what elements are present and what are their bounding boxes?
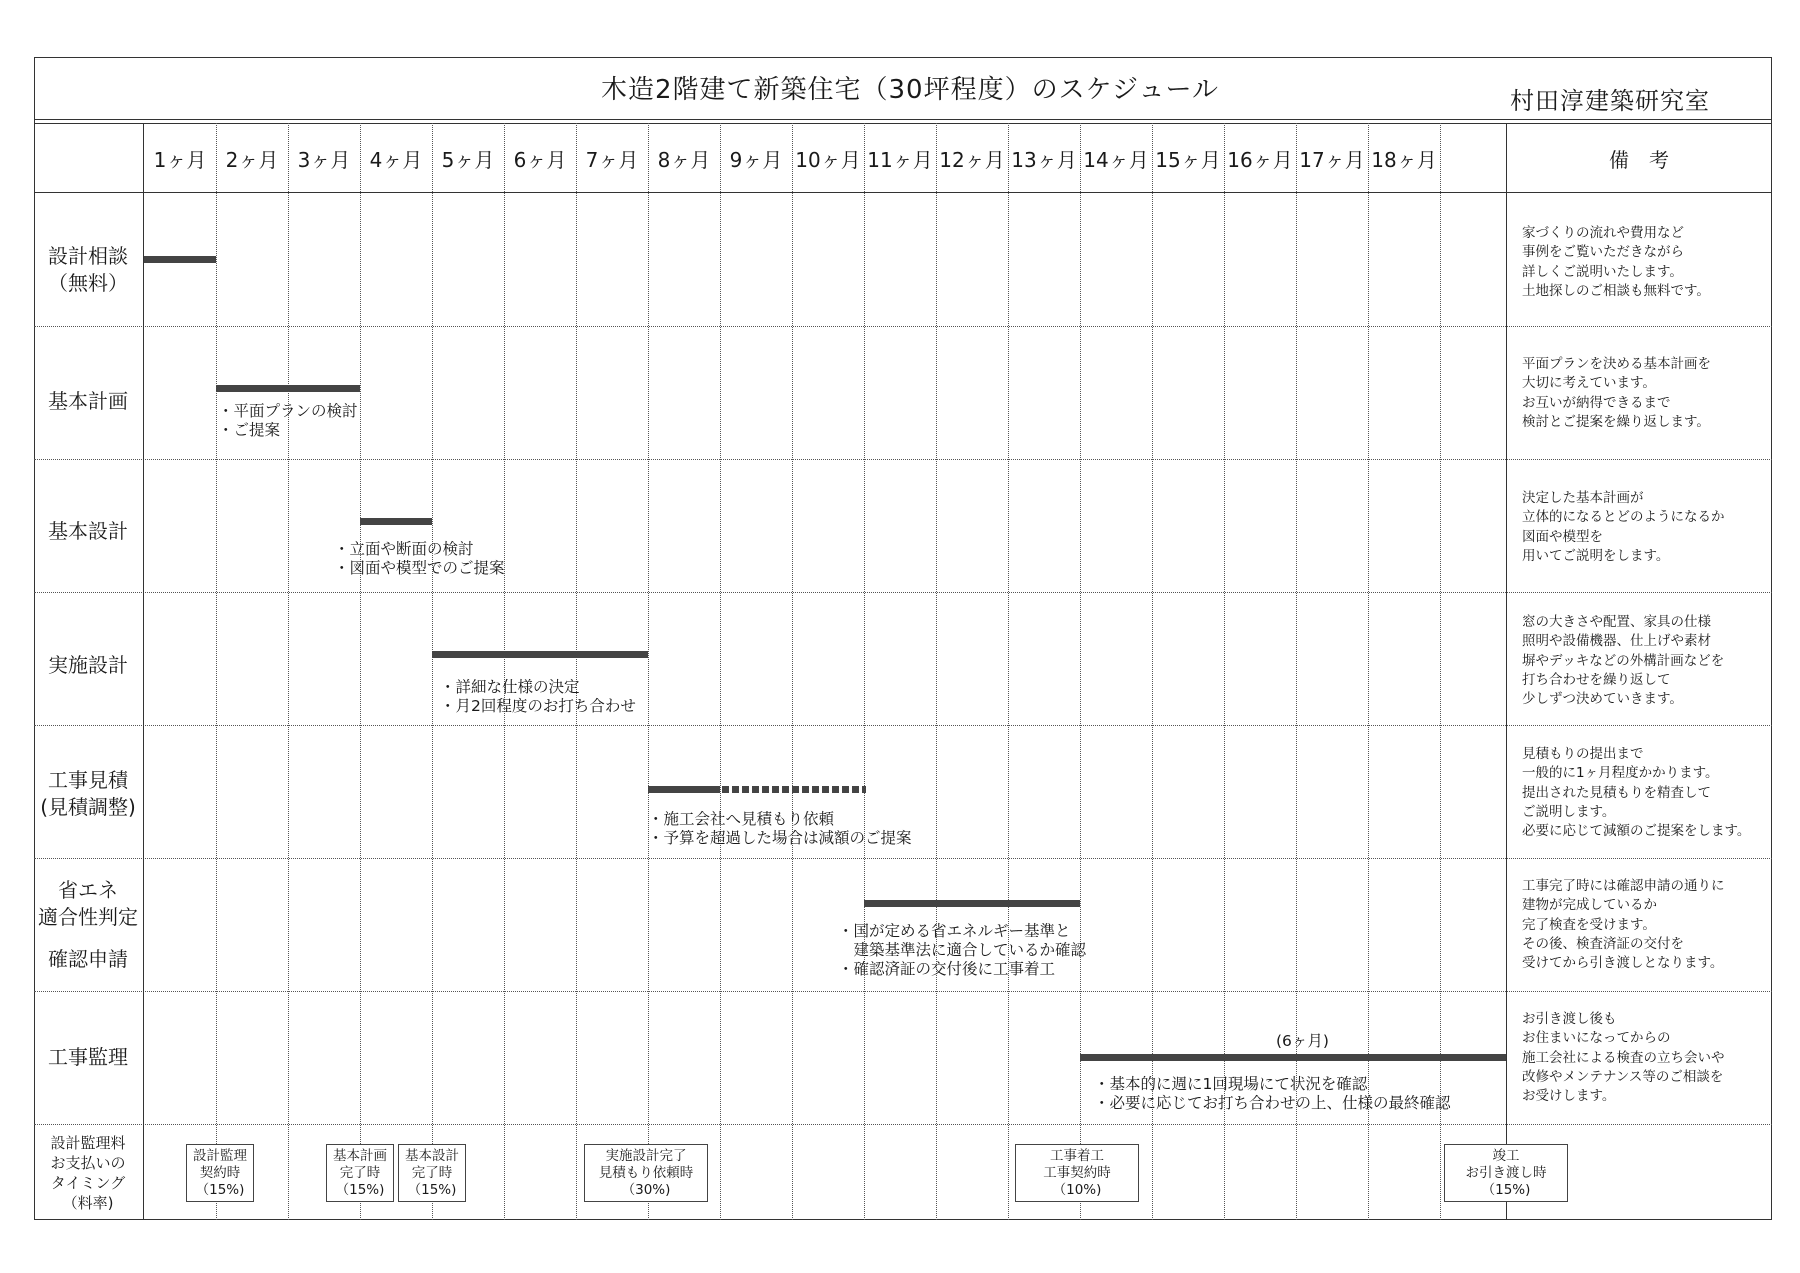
month-header-divider <box>34 192 1772 193</box>
month-gridline <box>576 123 577 1220</box>
note-line: ・基本的に週に1回現場にて状況を確認 <box>1094 1075 1368 1093</box>
gantt-bar-estimate-adjust <box>722 786 866 793</box>
row-divider <box>34 326 1772 327</box>
row-label-approval-line1: 省エネ <box>58 878 118 902</box>
payment-box-line: 竣工 <box>1492 1148 1520 1164</box>
note-line: ・予算を超過した場合は減額のご提案 <box>648 829 912 847</box>
header-divider-double <box>34 123 1772 124</box>
remark-line: ご説明します。 <box>1522 803 1616 820</box>
remark-basic-plan <box>1522 355 1711 432</box>
month-header: 8ヶ月 <box>657 148 711 172</box>
payment-box-line: 基本設計 <box>405 1148 459 1164</box>
note-line: ・月2回程度のお打ち合わせ <box>440 697 636 715</box>
remark-line: 照明や設備機器、仕上げや素材 <box>1522 633 1711 650</box>
remark-line: 決定した基本計画が <box>1522 490 1644 506</box>
payment-box-line: 設計監理 <box>193 1148 247 1164</box>
payment-box <box>1444 1144 1568 1202</box>
note-supervision <box>1094 1075 1451 1113</box>
month-gridline <box>432 123 433 1220</box>
gantt-bar-estimate <box>648 786 720 793</box>
payment-box <box>584 1144 708 1202</box>
month-header: 11ヶ月 <box>867 148 933 172</box>
note-line: ・確認済証の交付後に工事着工 <box>838 960 1056 978</box>
gantt-bar-detail-design <box>432 651 648 658</box>
payment-box <box>326 1144 394 1202</box>
row-divider <box>34 592 1772 593</box>
remark-line: 改修やメンテナンス等のご相談を <box>1522 1068 1724 1085</box>
schedule-frame <box>34 57 1772 1220</box>
gantt-bar-supervision <box>1080 1054 1506 1061</box>
row-label-approval <box>30 877 146 973</box>
month-header: 10ヶ月 <box>795 148 861 172</box>
supervision-duration: (6ヶ月) <box>1276 1032 1329 1050</box>
note-approval <box>838 922 1086 979</box>
payment-box-line: （15%) <box>407 1182 457 1198</box>
note-line: ・施工会社へ見積もり依頼 <box>648 810 835 828</box>
note-line: ・図面や模型でのご提案 <box>334 559 505 577</box>
note-line: ・ご提案 <box>218 421 281 439</box>
month-header: 13ヶ月 <box>1011 148 1077 172</box>
note-line: ・国が定める省エネルギー基準と <box>838 922 1071 940</box>
row-label-consult-line1: 設計相談 <box>48 244 128 268</box>
month-gridline <box>792 123 793 1220</box>
month-header: 12ヶ月 <box>939 148 1005 172</box>
month-gridline <box>936 123 937 1220</box>
month-gridline <box>504 123 505 1220</box>
row-label-payment <box>34 1133 142 1213</box>
remark-line: 詳しくご説明いたします。 <box>1522 263 1683 280</box>
office-name: 村田淳建築研究室 <box>1510 87 1710 115</box>
note-line: ・立面や断面の検討 <box>334 540 474 558</box>
month-gridline <box>288 123 289 1220</box>
remark-consult <box>1522 224 1710 301</box>
gantt-bar-approval <box>864 900 1080 907</box>
row-divider <box>34 459 1772 460</box>
month-header: 6ヶ月 <box>513 148 567 172</box>
payment-box-line: （15%) <box>335 1182 385 1198</box>
row-label-estimate-line1: 工事見積 <box>48 768 128 792</box>
payment-box <box>186 1144 254 1202</box>
payment-box-line: 完了時 <box>411 1165 453 1181</box>
note-line: ・必要に応じてお打ち合わせの上、仕様の最終確認 <box>1094 1094 1451 1112</box>
remark-line: 受けてから引き渡しとなります。 <box>1522 955 1724 972</box>
payment-box-line: 見積もり依頼時 <box>598 1165 694 1181</box>
remarks-column-divider <box>1506 123 1507 1220</box>
row-label-consult <box>34 243 142 297</box>
row-divider <box>34 991 1772 992</box>
row-label-payment-line: タイミング <box>50 1174 126 1192</box>
remark-line: 一般的に1ヶ月程度かかります。 <box>1522 765 1719 782</box>
remark-line: 土地探しのご相談も無料です。 <box>1522 282 1710 299</box>
month-header: 1ヶ月 <box>153 148 207 172</box>
month-header: 5ヶ月 <box>441 148 495 172</box>
row-divider <box>34 725 1772 726</box>
remark-line: 工事完了時には確認申請の通りに <box>1522 878 1725 894</box>
remark-line: 事例をご覧いただきながら <box>1522 244 1684 261</box>
month-header: 16ヶ月 <box>1227 148 1293 172</box>
note-estimate <box>648 810 912 848</box>
remark-detail-design <box>1522 613 1724 709</box>
label-column-divider <box>143 123 144 1220</box>
payment-box-line: お引き渡し時 <box>1465 1165 1547 1181</box>
remark-estimate <box>1522 745 1750 841</box>
remark-line: 検討とご提案を繰り返します。 <box>1522 413 1710 430</box>
payment-box-line: （15%) <box>195 1182 245 1198</box>
payment-box-line: （15%) <box>1481 1182 1531 1198</box>
note-line: ・平面プランの検討 <box>218 402 358 420</box>
remark-line: お互いが納得できるまで <box>1522 394 1671 411</box>
remark-line: 少しずつ決めていきます。 <box>1522 691 1683 708</box>
payment-box-line: （30%) <box>621 1182 671 1198</box>
remark-line: 大切に考えています。 <box>1522 375 1656 392</box>
month-header: 14ヶ月 <box>1083 148 1149 172</box>
month-gridline <box>720 123 721 1220</box>
row-label-consult-line2: （無料） <box>48 271 128 295</box>
payment-box <box>1015 1144 1139 1202</box>
remark-line: 窓の大きさや配置、家具の仕様 <box>1522 614 1711 630</box>
row-label-detail-design: 実施設計 <box>48 653 128 677</box>
remark-line: 完了検査を受けます。 <box>1522 916 1656 933</box>
row-label-basic-design: 基本設計 <box>48 519 128 543</box>
month-gridline <box>1008 123 1009 1220</box>
row-label-payment-line: 設計監理料 <box>50 1134 126 1152</box>
payment-box-line: 工事着工 <box>1050 1148 1104 1164</box>
remark-line: 見積もりの提出まで <box>1522 746 1644 762</box>
note-basic-plan <box>218 402 358 440</box>
month-header: 7ヶ月 <box>585 148 639 172</box>
payment-box-line: （10%) <box>1052 1182 1102 1198</box>
remark-line: お住まいになってからの <box>1522 1030 1671 1047</box>
payment-box-line: 完了時 <box>339 1165 381 1181</box>
remark-line: その後、検査済証の交付を <box>1522 935 1684 952</box>
payment-box <box>398 1144 466 1202</box>
remark-line: 必要に応じて減額のご提案をします。 <box>1522 823 1751 840</box>
row-label-estimate-line2: (見積調整) <box>40 795 136 819</box>
remark-supervision <box>1522 1010 1725 1106</box>
month-header: 18ヶ月 <box>1371 148 1437 172</box>
row-label-payment-line: （料率) <box>62 1194 114 1212</box>
row-label-basic-plan: 基本計画 <box>48 389 128 413</box>
header-divider <box>34 119 1772 120</box>
month-gridline <box>864 123 865 1220</box>
month-gridline <box>360 123 361 1220</box>
month-header: 15ヶ月 <box>1155 148 1221 172</box>
payment-box-line: 工事契約時 <box>1043 1165 1111 1181</box>
note-line: ・詳細な仕様の決定 <box>440 678 580 696</box>
row-label-approval-line3: 確認申請 <box>48 947 128 971</box>
remark-line: 家づくりの流れや費用など <box>1522 225 1684 241</box>
remark-line: 用いてご説明をします。 <box>1522 547 1670 564</box>
note-basic-design <box>334 540 505 578</box>
remarks-header: 備 考 <box>1609 148 1669 172</box>
remark-line: 平面プランを決める基本計画を <box>1522 356 1711 372</box>
remark-line: 提出された見積もりを精査して <box>1522 784 1711 801</box>
gantt-bar-basic-plan <box>216 385 360 392</box>
note-line: 建築基準法に適合しているか確認 <box>838 941 1087 959</box>
remark-line: 建物が完成しているか <box>1522 897 1657 914</box>
payment-box-line: 契約時 <box>199 1165 241 1181</box>
gantt-bar-consult <box>144 256 216 263</box>
payment-box-line: 基本計画 <box>333 1148 387 1164</box>
month-header: 17ヶ月 <box>1299 148 1365 172</box>
month-header: 4ヶ月 <box>369 148 423 172</box>
remark-line: お受けします。 <box>1522 1088 1616 1105</box>
remark-line: 図面や模型を <box>1522 528 1603 545</box>
remark-line: お引き渡し後も <box>1522 1011 1617 1027</box>
remark-basic-design <box>1522 489 1725 566</box>
page-title: 木造2階建て新築住宅（30坪程度）のスケジュール <box>600 75 1220 105</box>
remark-line: 立体的になるとどのようになるか <box>1522 509 1725 526</box>
payment-box-line: 実施設計完了 <box>605 1148 687 1164</box>
row-label-approval-line2: 適合性判定 <box>38 905 138 929</box>
row-divider <box>34 858 1772 859</box>
remark-line: 塀やデッキなどの外構計画などを <box>1522 652 1725 669</box>
row-divider <box>34 1124 1772 1125</box>
month-header: 3ヶ月 <box>297 148 351 172</box>
remark-approval <box>1522 877 1725 973</box>
month-gridline <box>216 123 217 1220</box>
gantt-bar-basic-design <box>360 518 432 525</box>
month-gridline <box>648 123 649 1220</box>
row-label-supervision: 工事監理 <box>48 1045 128 1069</box>
note-detail-design <box>440 678 636 716</box>
row-label-estimate <box>34 767 142 821</box>
month-header: 9ヶ月 <box>729 148 783 172</box>
remark-line: 打ち合わせを繰り返して <box>1522 671 1671 688</box>
row-label-payment-line: お支払いの <box>50 1154 126 1172</box>
remark-line: 施工会社による検査の立ち会いや <box>1522 1049 1725 1066</box>
month-header: 2ヶ月 <box>225 148 279 172</box>
